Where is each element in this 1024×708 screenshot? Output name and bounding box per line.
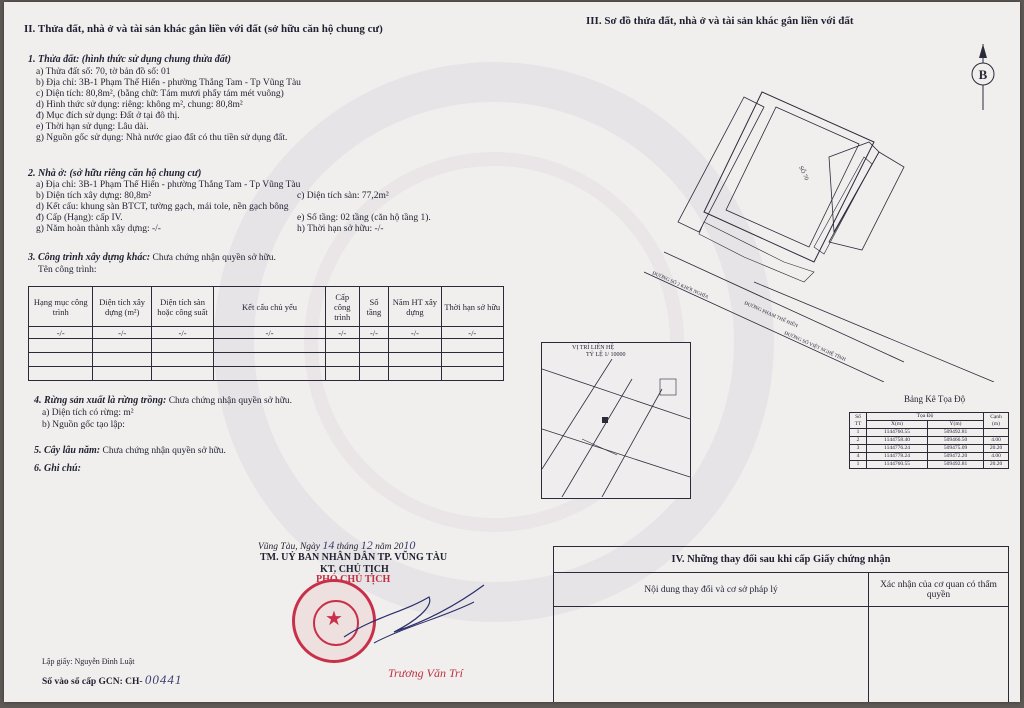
register-number-label: Số vào sổ cấp GCN: CH-	[42, 677, 143, 687]
land-use-origin: g) Nguồn gốc sử dụng: Nhà nước giao đất có thu tiền sử dụng đất.	[36, 133, 288, 143]
forest-line	[34, 395, 292, 407]
coord-cell: 4.00	[984, 453, 1009, 461]
land-area: c) Diện tích: 80,8m², (bằng chữ: Tám mươi phẩy tám mét vuông)	[36, 89, 284, 99]
coord-table-title: Bảng Kê Tọa Độ	[904, 394, 966, 404]
house-section-title: 2. Nhà ở: (sở hữu riêng căn hộ chung cư)	[28, 168, 202, 179]
table-cell: -/-	[441, 327, 503, 339]
issue-year-label: năm 20	[375, 542, 404, 552]
street-label-pham-the-hien: ĐƯỜNG PHẠM THẾ HIỂN	[743, 301, 799, 330]
coord-col-y: Y(m)	[928, 421, 984, 429]
coord-table	[849, 412, 1009, 469]
street-label-khoi-nghia: ĐƯỜNG SỐ 2 KHỞI NGHĨA	[651, 271, 709, 301]
col-floors: Số tầng	[359, 287, 389, 327]
other-construction-value: Chưa chứng nhận quyền sở hữu.	[152, 253, 276, 263]
issuing-authority: TM. UỶ BAN NHÂN DÂN TP. VŨNG TÀU	[260, 552, 448, 563]
coord-cell: 4	[850, 453, 867, 461]
coord-cell: 509475.09	[928, 445, 984, 453]
table-row	[850, 445, 1009, 453]
issue-day: 14	[322, 538, 335, 552]
prepared-by-name: Nguyễn Đình Luật	[74, 657, 135, 666]
house-grade: đ) Cấp (Hạng): cấp IV.	[36, 213, 123, 223]
perennial-title: 5. Cây lâu năm:	[34, 445, 101, 456]
signer-role: KT. CHỦ TỊCH	[320, 564, 389, 575]
north-label: B	[978, 67, 988, 82]
changes-table	[553, 546, 1009, 702]
coord-cell: 20.20	[984, 445, 1009, 453]
table-row	[850, 437, 1009, 445]
prepared-by-label: Lập giấy:	[42, 657, 73, 666]
forest-title: 4. Rừng sản xuất là rừng trồng:	[34, 395, 167, 406]
construction-table-header	[29, 287, 504, 327]
coord-cell: 2	[850, 437, 867, 445]
coord-cell: 1144776.24	[867, 445, 928, 453]
house-structure: d) Kết cấu: khung sàn BTCT, tường gạch, mái tole, nền gạch bông	[36, 202, 289, 212]
table-cell: -/-	[93, 327, 151, 339]
coord-col-stt: Số TT	[850, 413, 867, 429]
changes-col-confirm: Xác nhận của cơ quan có thẩm quyền	[869, 573, 1009, 607]
coord-cell: 509472.20	[928, 453, 984, 461]
coord-cell: 1144758.40	[867, 437, 928, 445]
coord-col-canh: Cạnh (m)	[984, 413, 1009, 429]
perennial-value: Chưa chứng nhận quyền sở hữu.	[102, 446, 226, 456]
land-use-form: d) Hình thức sử dụng: riêng: không m², chung: 80,8m²	[36, 100, 243, 110]
col-grade: Cấp công trình	[325, 287, 359, 327]
house-ownership-term: h) Thời hạn sở hữu: -/-	[297, 224, 384, 234]
table-row	[850, 429, 1009, 437]
table-row-empty	[29, 367, 504, 381]
lot-label: SỐ 70	[797, 165, 810, 182]
col-build-area: Diện tích xây dựng (m²)	[93, 287, 151, 327]
forest-area: a) Diện tích có rừng: m²	[42, 408, 134, 418]
forest-origin: b) Nguồn gốc tạo lập:	[42, 420, 125, 430]
construction-name-label: Tên công trình:	[38, 265, 97, 275]
table-cell: -/-	[214, 327, 326, 339]
coord-cell	[984, 429, 1009, 437]
coord-col-toado: Tọa Độ	[867, 413, 984, 421]
coord-col-x: X(m)	[867, 421, 928, 429]
street-label-nghe-tinh: ĐƯỜNG SỐ VIỆT NGHỆ TĨNH	[783, 331, 847, 363]
perennial-line	[34, 445, 226, 457]
changes-title-row	[554, 547, 1009, 573]
section-3-title: III. Sơ đồ thửa đất, nhà ở và tài sản khác gắn liền với đất	[586, 15, 854, 27]
coord-cell: 1	[850, 429, 867, 437]
col-year: Năm HT xây dựng	[389, 287, 441, 327]
land-use-term: e) Thời hạn sử dụng: Lâu dài.	[36, 122, 149, 132]
prepared-by-line	[42, 656, 134, 667]
location-map-streets	[542, 359, 690, 497]
location-map	[541, 342, 691, 499]
table-row	[29, 327, 504, 339]
table-row-empty	[29, 339, 504, 353]
forest-value: Chưa chứng nhận quyền sở hữu.	[168, 396, 293, 406]
handwritten-signature	[334, 577, 494, 657]
col-floor-area: Diện tích sàn hoặc công suất	[151, 287, 213, 327]
coord-cell: 1144760.55	[867, 429, 928, 437]
signer-name: Trương Văn Trí	[388, 666, 463, 680]
coord-cell: 4.00	[984, 437, 1009, 445]
table-cell: -/-	[325, 327, 359, 339]
house-floors: e) Số tầng: 02 tầng (căn hộ tầng 1).	[297, 213, 431, 223]
coord-cell: 1144760.55	[867, 461, 928, 469]
col-structure: Kết cấu chủ yếu	[214, 287, 326, 327]
certificate-sheet	[4, 2, 1020, 702]
issue-month-label: tháng	[336, 542, 359, 552]
land-use-purpose: đ) Mục đích sử dụng: Đất ở tại đô thị.	[36, 111, 180, 121]
coord-cell: 509492.81	[928, 429, 984, 437]
house-address: a) Địa chỉ: 3B-1 Phạm Thế Hiển - phường Thắng Tam - Tp Vũng Tàu	[36, 180, 301, 190]
land-section-title: 1. Thửa đất: (hình thức sử dụng chung thửa đất)	[28, 54, 231, 65]
table-cell: -/-	[151, 327, 213, 339]
other-construction-title: 3. Công trình xây dựng khác:	[28, 252, 151, 263]
issue-month: 12	[360, 538, 373, 552]
coord-cell: 1144778.24	[867, 453, 928, 461]
table-row	[850, 461, 1009, 469]
col-term: Thời hạn sở hữu	[441, 287, 503, 327]
location-map-title: VỊ TRÍ LIÊN HỆ	[572, 345, 615, 351]
coord-cell: 3	[850, 445, 867, 453]
table-cell: -/-	[359, 327, 389, 339]
table-row-empty	[29, 353, 504, 367]
changes-header-row	[554, 573, 1009, 607]
table-cell: -/-	[389, 327, 441, 339]
changes-body-row	[554, 607, 1009, 703]
table-cell: -/-	[29, 327, 93, 339]
house-floor-area: c) Diện tích sàn: 77,2m²	[297, 191, 389, 201]
coord-cell: 509492.81	[928, 461, 984, 469]
coord-cell: 20.20	[984, 461, 1009, 469]
col-item: Hạng mục công trình	[29, 287, 93, 327]
land-parcel-no: a) Thửa đất số: 70, tờ bản đồ số: 01	[36, 67, 171, 77]
section-2-title: II. Thửa đất, nhà ở và tài sản khác gắn liền với đất (sở hữu căn hộ chung cư)	[24, 23, 383, 35]
parcel-plan	[644, 72, 1004, 382]
house-completion-year: g) Năm hoàn thành xây dựng: -/-	[36, 224, 161, 234]
land-address: b) Địa chỉ: 3B-1 Phạm Thế Hiển - phường Thắng Tam - Tp Vũng Tàu	[36, 78, 301, 88]
coord-header-row	[850, 413, 1009, 421]
seal-star-icon: ★	[325, 608, 343, 630]
changes-col-content: Nội dung thay đổi và cơ sở pháp lý	[554, 573, 869, 607]
notes-title: 6. Ghi chú:	[34, 463, 81, 474]
register-number: 00441	[144, 672, 183, 687]
house-build-area: b) Diện tích xây dựng: 80,8m²	[36, 191, 152, 201]
issue-place-label: Vũng Tàu, Ngày	[258, 542, 321, 552]
coord-cell: 1	[850, 461, 867, 469]
signer-role-stamp: PHÓ CHỦ TỊCH	[316, 574, 391, 585]
register-number-line	[42, 674, 182, 688]
location-map-scale: TỶ LỆ 1/ 10000	[586, 352, 626, 358]
other-construction-line	[28, 252, 276, 264]
table-row	[850, 453, 1009, 461]
coord-cell: 509466.50	[928, 437, 984, 445]
changes-title: IV. Những thay đổi sau khi cấp Giấy chứng nhận	[554, 547, 1009, 573]
construction-table	[28, 286, 504, 381]
issue-year: 10	[403, 538, 416, 552]
